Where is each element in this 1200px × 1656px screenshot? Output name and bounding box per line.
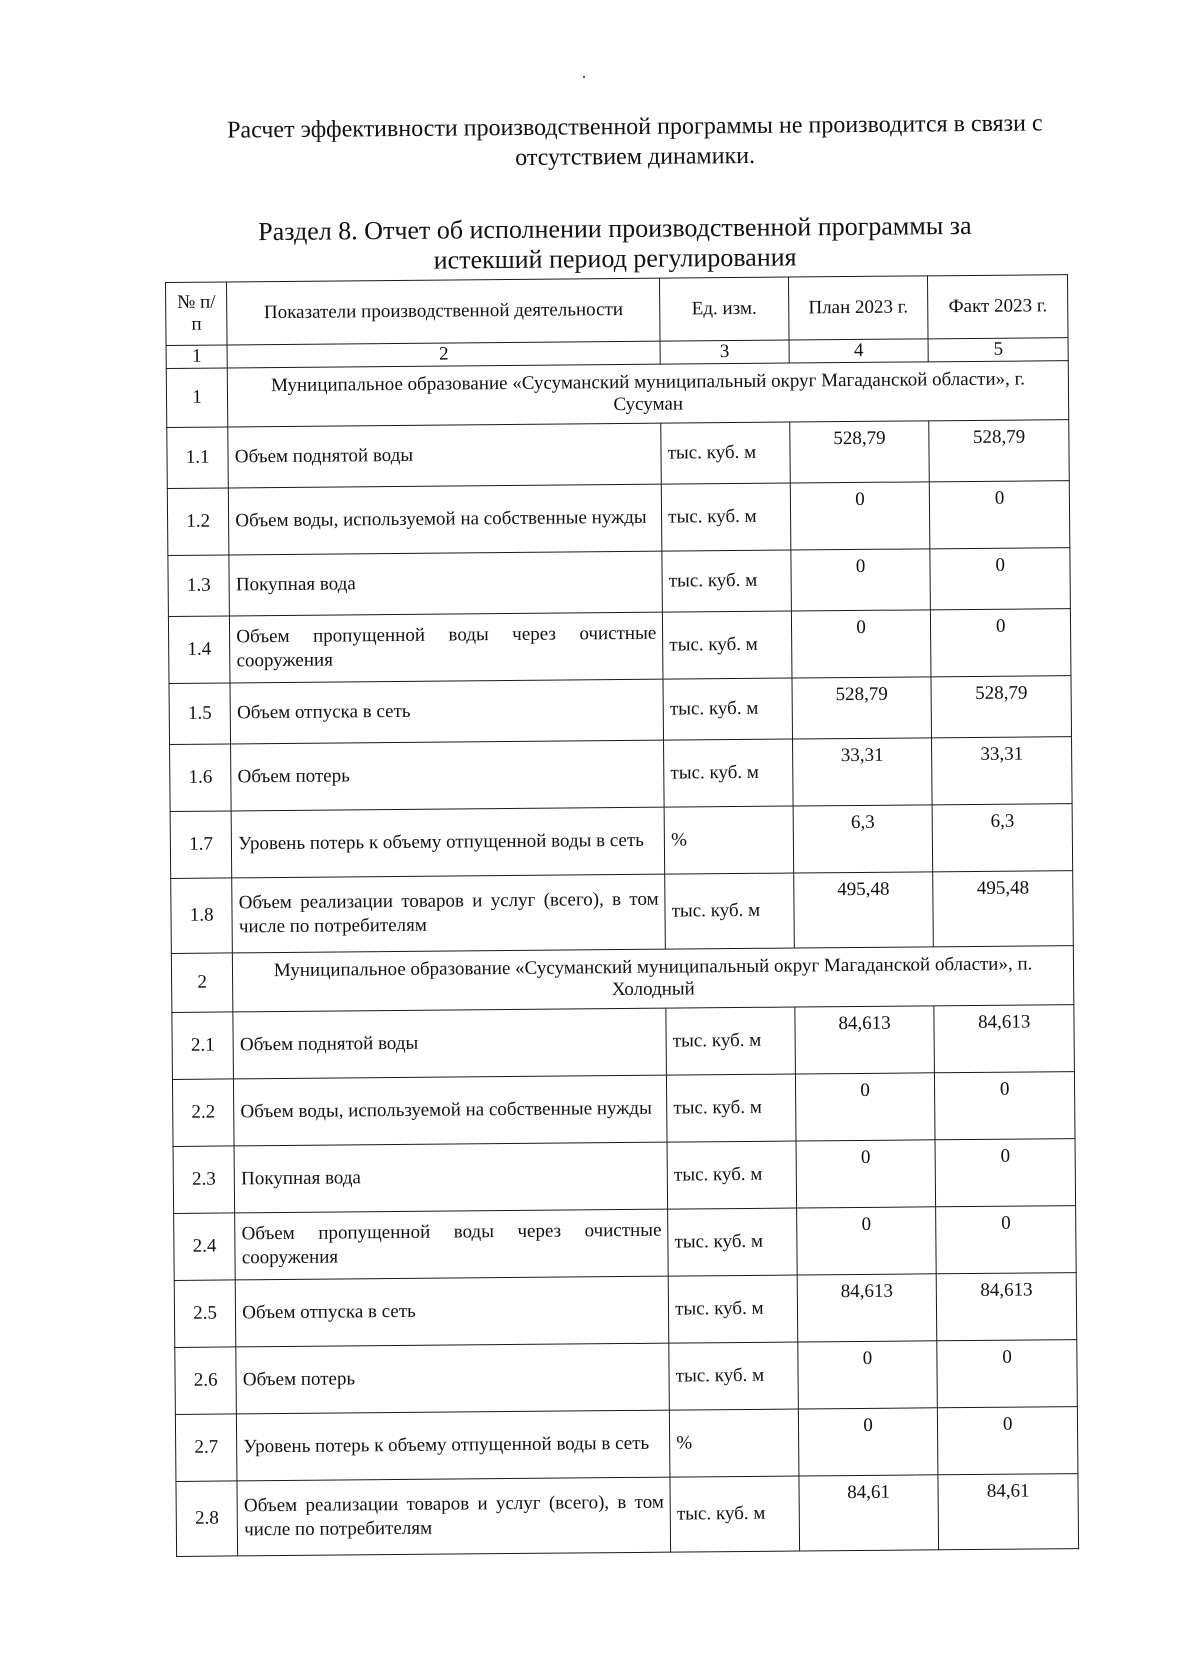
row-plan-value: 0: [791, 610, 931, 678]
table-row: [168, 548, 1070, 617]
row-indicator: Объем пропущенной воды через очистные сооружения: [230, 612, 663, 683]
row-indicator: Объем пропущенной воды через очистные сооружения: [235, 1209, 668, 1280]
row-plan-value: 528,79: [789, 421, 929, 483]
header-row: [166, 275, 1069, 346]
row-unit: тыс. куб. м: [665, 873, 794, 949]
column-index: 3: [660, 340, 789, 364]
row-num: 2.3: [173, 1146, 235, 1214]
row-indicator: Объем реализации товаров и услуг (всего), в том числе по потребителям: [232, 874, 666, 953]
row-unit: тыс. куб. м: [663, 611, 792, 679]
row-unit: тыс. куб. м: [661, 483, 790, 551]
row-indicator: Покупная вода: [234, 1142, 667, 1213]
row-fact-value: 6,3: [932, 804, 1072, 872]
row-fact-value: 33,31: [932, 737, 1072, 805]
row-fact-value: 84,613: [934, 1005, 1074, 1073]
row-num: 2.2: [172, 1079, 234, 1147]
row-plan-value: 0: [796, 1140, 936, 1208]
table-row: [176, 1474, 1079, 1557]
row-fact-value: 0: [930, 548, 1070, 610]
row-num: 2.7: [175, 1414, 237, 1482]
section-num: 2: [171, 953, 233, 1013]
row-fact-value: 0: [935, 1072, 1075, 1140]
row-fact-value: 0: [937, 1340, 1077, 1408]
row-fact-value: 528,79: [931, 676, 1071, 738]
table-row: [174, 1206, 1077, 1281]
table-row: [173, 1139, 1076, 1214]
row-plan-value: 0: [798, 1408, 938, 1476]
row-unit: тыс. куб. м: [666, 1007, 795, 1075]
section-title-cell: Муниципальное образование «Сусуманский муниципальный округ Магаданской области», п. Холодный: [233, 946, 1074, 1012]
section-row: [166, 361, 1068, 428]
row-fact-value: 0: [931, 609, 1071, 677]
row-unit: тыс. куб. м: [669, 1342, 798, 1410]
row-num: 2.6: [175, 1347, 237, 1415]
section-row: [171, 946, 1073, 1013]
row-unit: тыс. куб. м: [663, 678, 792, 740]
row-unit: тыс. куб. м: [670, 1476, 799, 1552]
row-unit: тыс. куб. м: [661, 422, 790, 484]
header-fact: Факт 2023 г.: [928, 275, 1068, 339]
row-fact-value: 84,613: [937, 1273, 1077, 1341]
section-num: 1: [166, 368, 228, 428]
table-row: [170, 737, 1073, 812]
row-plan-value: 528,79: [792, 677, 932, 739]
table-row: [169, 676, 1071, 745]
row-plan-value: 6,3: [793, 805, 933, 873]
column-index: 4: [789, 339, 929, 363]
row-plan-value: 0: [796, 1207, 936, 1275]
row-indicator: Объем потерь: [231, 740, 664, 811]
row-indicator: Объем реализации товаров и услуг (всего), в том числе по потребителям: [237, 1477, 671, 1556]
header-name: Показатели производственной деятельности: [227, 278, 660, 345]
row-indicator: Объем потерь: [236, 1343, 669, 1414]
row-num: 1.1: [167, 427, 229, 489]
row-num: 2.4: [174, 1213, 236, 1281]
row-plan-value: 0: [795, 1073, 935, 1141]
row-plan-value: 0: [798, 1341, 938, 1409]
table-row: [172, 1005, 1075, 1080]
table-row: [167, 481, 1070, 556]
row-indicator: Объем отпуска в сеть: [235, 1276, 668, 1347]
row-fact-value: 84,61: [938, 1474, 1078, 1550]
table-row: [172, 1072, 1075, 1147]
table-row: [175, 1407, 1078, 1482]
row-num: 2.5: [174, 1280, 236, 1348]
column-index: 1: [166, 345, 227, 369]
row-num: 1.8: [171, 878, 233, 954]
section-title: Раздел 8. Отчет об исполнении производственной программы за истекший период регулирования: [258, 210, 972, 275]
report-table-wrapper: [165, 274, 1079, 1557]
row-fact-value: 528,79: [929, 420, 1069, 482]
row-num: 1.3: [168, 555, 230, 617]
row-plan-value: 84,613: [795, 1006, 935, 1074]
row-unit: тыс. куб. м: [662, 550, 791, 612]
table-row: [170, 804, 1073, 879]
column-index: 5: [928, 338, 1068, 362]
row-unit: тыс. куб. м: [667, 1074, 796, 1142]
row-fact-value: 495,48: [933, 871, 1073, 947]
row-indicator: Объем отпуска в сеть: [230, 679, 663, 744]
row-plan-value: 84,613: [797, 1274, 937, 1342]
row-unit: тыс. куб. м: [668, 1208, 797, 1276]
row-unit: %: [664, 806, 793, 874]
row-num: 2.8: [176, 1481, 238, 1557]
row-plan-value: 0: [791, 549, 931, 611]
row-indicator: Объем поднятой воды: [228, 423, 661, 488]
row-unit: тыс. куб. м: [667, 1141, 796, 1209]
table-row: [175, 1340, 1078, 1415]
row-indicator: Уровень потерь к объему отпущенной воды в сеть: [237, 1410, 670, 1481]
row-indicator: Покупная вода: [229, 551, 662, 616]
row-num: 1.5: [169, 683, 231, 745]
table-row: [171, 871, 1074, 954]
column-index: 2: [227, 341, 660, 368]
row-num: 1.2: [167, 488, 229, 556]
row-fact-value: 0: [935, 1139, 1075, 1207]
row-plan-value: 33,31: [792, 738, 932, 806]
row-num: 1.4: [168, 616, 230, 684]
row-num: 2.1: [172, 1012, 234, 1080]
row-fact-value: 0: [930, 481, 1070, 549]
table-row: [168, 609, 1071, 684]
row-unit: тыс. куб. м: [668, 1275, 797, 1343]
row-num: 1.7: [170, 811, 232, 879]
row-indicator: Объем воды, используемой на собственные нужды: [234, 1075, 667, 1146]
row-indicator: Уровень потерь к объему отпущенной воды в сеть: [231, 807, 664, 878]
row-plan-value: 84,61: [799, 1475, 939, 1551]
row-unit: тыс. куб. м: [664, 739, 793, 807]
table-row: [174, 1273, 1077, 1348]
section-title-cell: Муниципальное образование «Сусуманский муниципальный округ Магаданской области», г. Сусуман: [228, 361, 1069, 427]
table-row: [167, 420, 1069, 489]
table-body: [166, 361, 1078, 1557]
report-table: [165, 274, 1079, 1557]
header-unit: Ед. изм.: [660, 277, 789, 341]
row-indicator: Объем воды, используемой на собственные нужды: [229, 484, 662, 555]
row-plan-value: 495,48: [793, 872, 933, 948]
row-num: 1.6: [170, 744, 232, 812]
row-fact-value: 0: [938, 1407, 1078, 1475]
header-plan: План 2023 г.: [788, 276, 928, 340]
row-fact-value: 0: [936, 1206, 1076, 1274]
row-plan-value: 0: [790, 482, 930, 550]
intro-paragraph: Расчет эффективности производственной программы не производится в связи с отсутствием динамики.: [227, 110, 1043, 172]
header-num: № п/п: [166, 282, 228, 346]
row-indicator: Объем поднятой воды: [233, 1008, 666, 1079]
scan-speck: [583, 76, 585, 78]
row-unit: %: [670, 1409, 799, 1477]
table-header: [166, 275, 1069, 369]
